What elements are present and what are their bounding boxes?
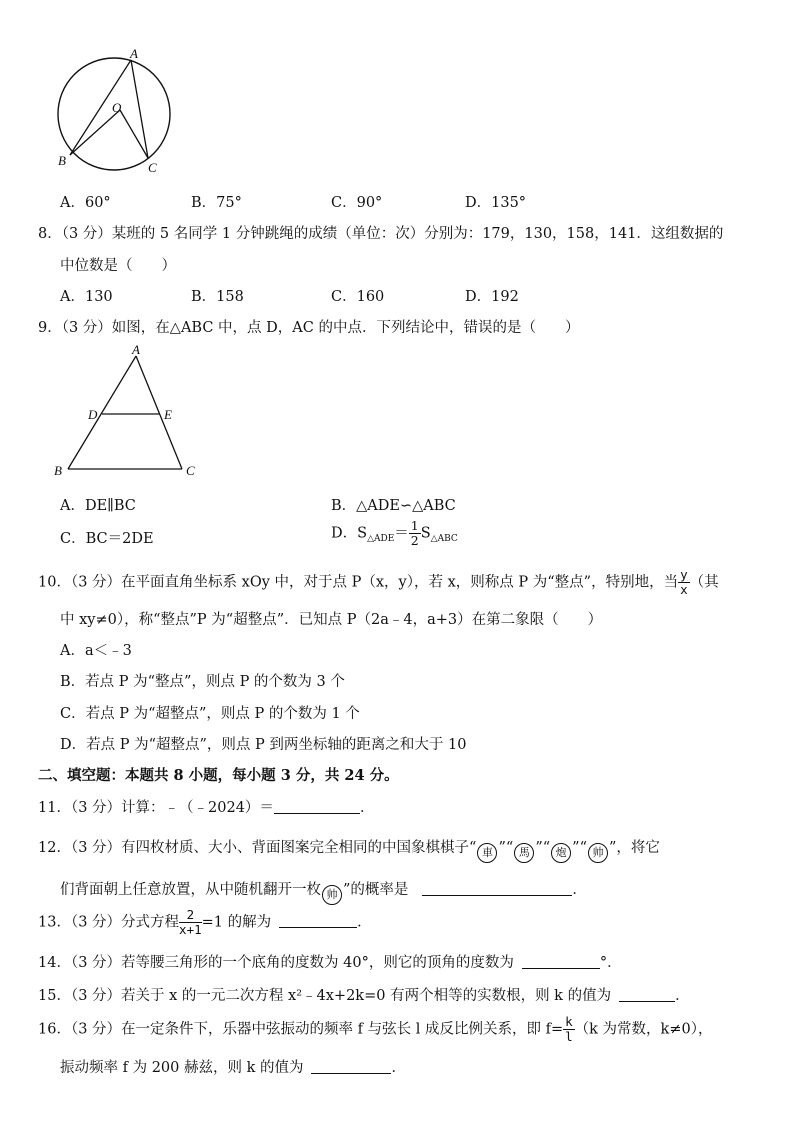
label-a: A: [130, 46, 138, 61]
q12-end: ．: [572, 882, 587, 898]
q10-option-a: A．a＜﹣3: [60, 643, 132, 659]
q16-end: ．: [391, 1060, 406, 1076]
q10-stem-line2: 中 xy≠0），称“整点”P 为“超整点”．已知点 P（2a﹣4，a+3）在第二象限（ ）: [60, 612, 603, 628]
q14-end: °．: [599, 955, 622, 971]
q13-frac-num: 2: [179, 908, 202, 923]
q9-option-d-eq: ＝: [394, 525, 409, 542]
q10-frac-num: y: [680, 567, 688, 582]
q11-end: ．: [359, 800, 375, 816]
q9-stem: 9．（3 分）如图，在△ABC 中，点 D，AC 的中点．下列结论中，错误的是（ ）: [38, 320, 580, 336]
segment-ac: [136, 356, 182, 469]
q12-quote-open-2: “: [505, 840, 514, 856]
q16-fraction: [563, 1015, 575, 1044]
q16-frac-den: l: [565, 1028, 573, 1044]
q15-answer-blank[interactable]: [619, 987, 675, 1002]
q9-triangle-figure: [50, 342, 210, 482]
q15-text: 15．（3 分）若关于 x 的一元二次方程 x²﹣4x+2k=0 有两个相等的实数根，则 k 的值为: [38, 988, 612, 1004]
q10-option-b: B．若点 P 为“整点”，则点 P 的个数为 3 个: [60, 674, 345, 690]
q13-answer-blank[interactable]: [279, 913, 357, 928]
label-b: B: [58, 153, 66, 168]
label-c: C: [186, 463, 195, 478]
q8-option-b: B．158: [191, 289, 244, 305]
q14-answer-blank[interactable]: [522, 954, 600, 969]
section-2-title: 二、填空题：本题共 8 小题，每小题 3 分，共 24 分。: [38, 767, 399, 784]
q16-frac-num: k: [565, 1014, 573, 1029]
q12-quote-close-4: ”: [609, 840, 617, 856]
q11-text: 11．（3 分）计算：﹣（﹣2024）＝: [38, 800, 274, 816]
q14: [38, 951, 622, 972]
q12-quote-close-2: ”: [535, 840, 543, 856]
q9-option-d: [331, 519, 458, 548]
chess-piece-pao-icon: 炮: [551, 843, 571, 863]
q16-line1: [38, 1015, 712, 1044]
q9-option-d-label: D．S: [331, 525, 368, 542]
q12-quote-open-3: “: [542, 840, 551, 856]
q9-option-d-fraction: [409, 519, 421, 548]
q13-frac-den: x+1: [179, 921, 202, 937]
q12-quote-close-3: ”: [572, 840, 580, 856]
q9-option-d-sub1: △ADE: [367, 534, 395, 545]
q9-option-b: B．△ADE∽△ABC: [331, 498, 456, 514]
q8-option-c: C．160: [331, 289, 385, 305]
q8-stem-line2: 中位数是（ ）: [60, 258, 176, 274]
q11-answer-blank[interactable]: [274, 799, 360, 814]
label-d: D: [88, 407, 98, 422]
chess-piece-che-icon: 車: [477, 843, 497, 863]
q10-stem-b: （其: [689, 574, 719, 591]
q10-fraction: [678, 568, 690, 597]
q12-line1: [38, 836, 660, 863]
q8-option-a: A．130: [60, 289, 113, 305]
q9-option-d-sub2: △ABC: [430, 534, 458, 545]
q15-end: ．: [675, 988, 690, 1004]
q16-answer-blank[interactable]: [311, 1059, 391, 1074]
q9-option-d-num: 1: [410, 518, 419, 533]
q9-option-d-s2: S: [420, 525, 431, 542]
q12-quote-close-1: ”: [498, 840, 506, 856]
q10-stem-line1: [38, 568, 719, 597]
q13: [38, 908, 372, 937]
segment-ab: [68, 356, 136, 469]
q12-text-a: 12．（3 分）有四枚材质、大小、背面图案完全相同的中国象棋棋子: [38, 840, 470, 856]
q10-frac-den: x: [680, 581, 688, 597]
q7-option-a: A．60°: [60, 195, 111, 211]
q7-circle-figure: [50, 44, 180, 176]
q14-text: 14．（3 分）若等腰三角形的一个底角的度数为 40°，则它的顶角的度数为: [38, 955, 514, 971]
q12-text-d: ”的概率是: [343, 882, 409, 898]
q9-option-d-den: 2: [410, 532, 419, 548]
q16-text-b: （k 为常数，k≠0），: [574, 1021, 713, 1038]
q13-text-b: =1 的解为: [201, 914, 272, 931]
q8-option-d: D．192: [465, 289, 519, 305]
segment-ab: [70, 60, 131, 155]
label-e: E: [164, 407, 172, 422]
q10-option-d: D．若点 P 为“超整点”，则点 P 到两坐标轴的距离之和大于 10: [60, 737, 467, 753]
q8-stem-line1: 8．（3 分）某班的 5 名同学 1 分钟跳绳的成绩（单位：次）分别为：179，130，158，141．这组数据的: [38, 226, 724, 242]
q12-line2: [60, 878, 587, 905]
q13-fraction: [179, 908, 202, 937]
q16-text-a: 16．（3 分）在一定条件下，乐器中弦振动的频率 f 与弦长 l 成反比例关系，即 f=: [38, 1021, 564, 1038]
q9-option-a: A．DE∥BC: [60, 498, 136, 514]
q16-line2: [60, 1056, 406, 1077]
q12-text-c: 们背面朝上任意放置，从中随机翻开一枚: [60, 882, 321, 898]
q11: [38, 796, 374, 817]
q12-answer-blank[interactable]: [422, 881, 572, 896]
q13-end: ．: [357, 914, 372, 931]
q13-text-a: 13．（3 分）分式方程: [38, 914, 180, 931]
q7-option-c: C．90°: [331, 195, 383, 211]
label-b: B: [54, 463, 62, 478]
q7-option-b: B．75°: [191, 195, 242, 211]
q10-option-c: C．若点 P 为“超整点”，则点 P 的个数为 1 个: [60, 706, 360, 722]
chess-piece-ma-icon: 馬: [514, 843, 534, 863]
label-a: A: [132, 342, 140, 357]
q10-stem-a: 10．（3 分）在平面直角坐标系 xOy 中，对于点 P（x，y），若 x，则称点 P 为“整点”，特别地，当: [38, 574, 679, 591]
q15: [38, 984, 690, 1005]
chess-piece-shuai-icon: 帅: [588, 843, 608, 863]
q16-text-c: 振动频率 f 为 200 赫兹，则 k 的值为: [60, 1060, 304, 1076]
label-c: C: [148, 160, 157, 175]
label-o: O: [112, 100, 122, 115]
q12-quote-open-1: “: [469, 840, 477, 856]
q12-text-b: ，将它: [616, 840, 660, 856]
q12-quote-open-4: “: [579, 840, 587, 856]
q7-option-d: D．135°: [465, 195, 527, 211]
q9-option-c: C．BC＝2DE: [60, 531, 154, 547]
chess-piece-shuai-icon-2: 帅: [322, 885, 342, 905]
